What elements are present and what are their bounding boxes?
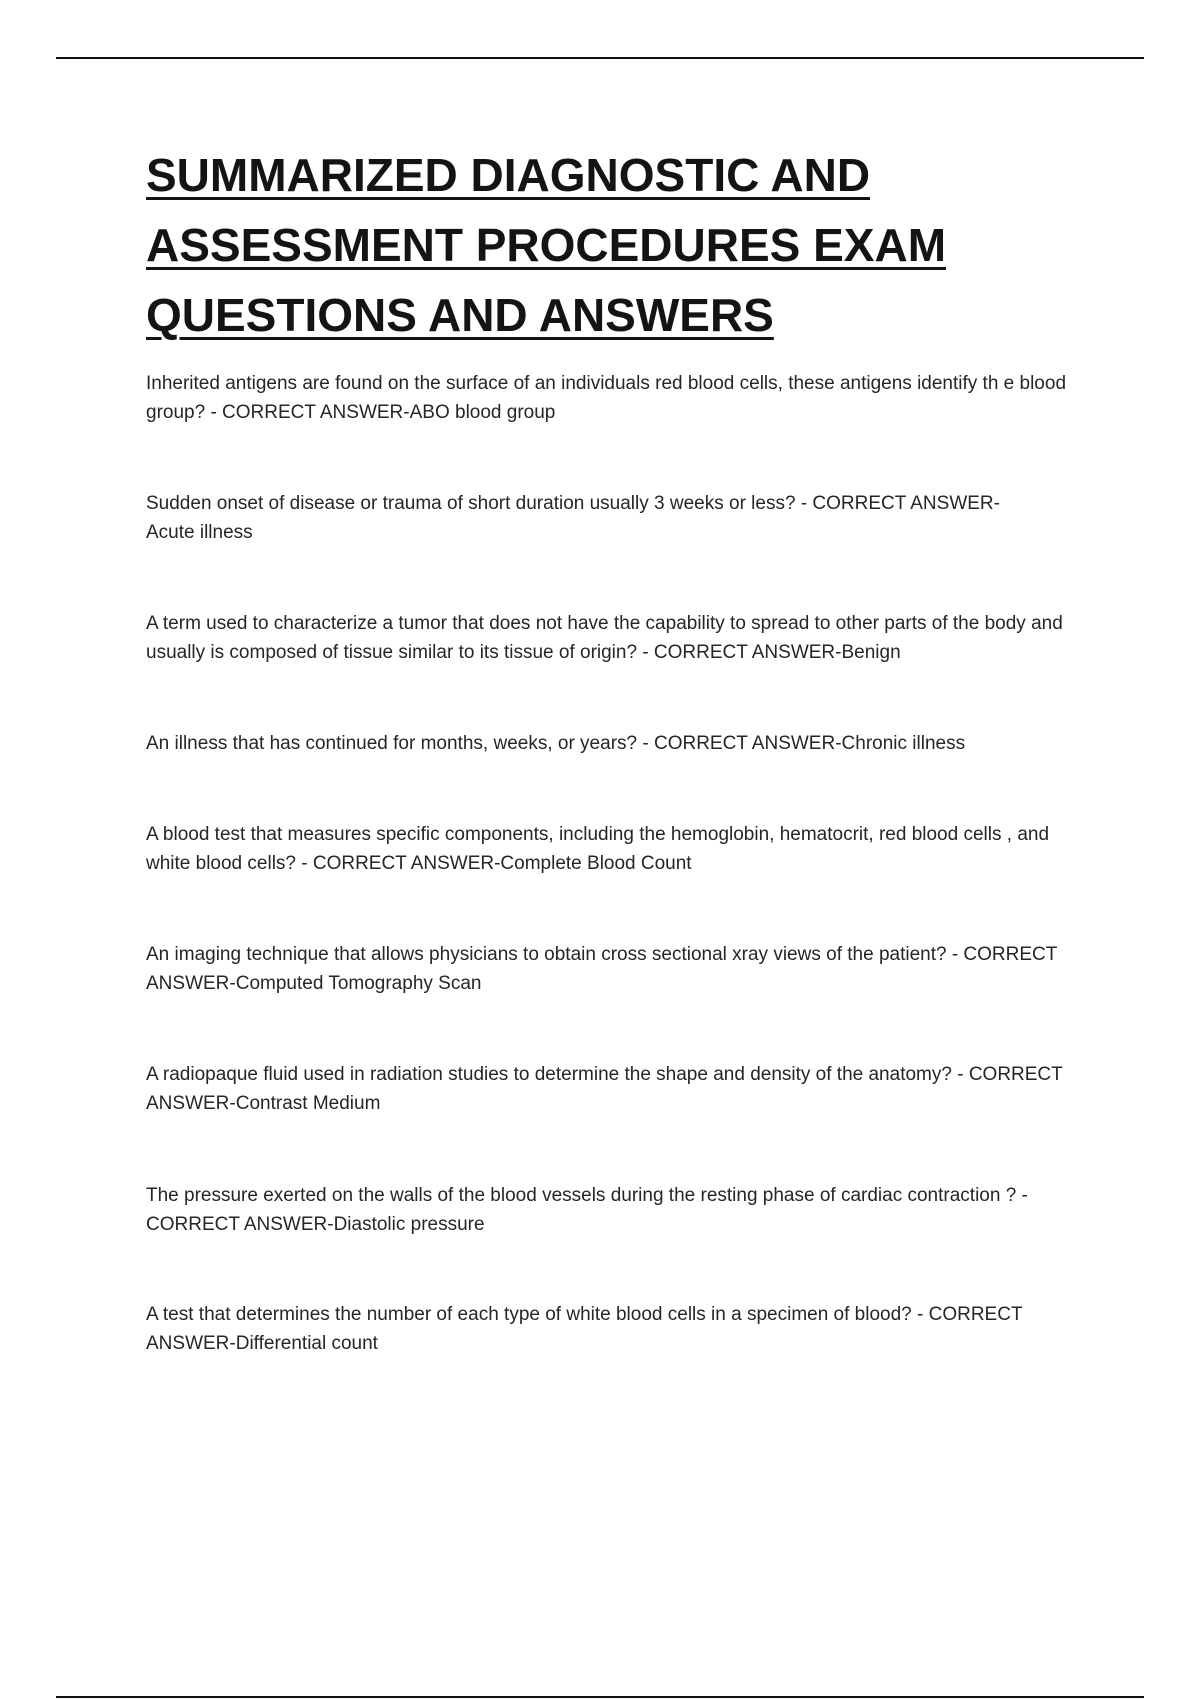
qa-item-abo-blood-group xyxy=(146,369,1096,427)
answer-text: Chronic illness xyxy=(841,733,966,754)
answer-text: Diastolic pressure xyxy=(333,1214,485,1235)
answer-text: Computed Tomography Scan xyxy=(235,973,482,994)
qa-item-contrast-medium xyxy=(146,1060,1096,1118)
answer-text: Acute illness xyxy=(146,522,253,543)
question-text: The pressure exerted on the walls of the blood vessels during the resting phase of cardiac contraction ? - CORRECT ANSWER- xyxy=(146,1185,1028,1235)
answer-text: Complete Blood Count xyxy=(500,853,692,874)
answer-text: Contrast Medium xyxy=(235,1093,381,1114)
qa-item-complete-blood-count xyxy=(146,820,1096,878)
question-text: Inherited antigens are found on the surface of an individuals red blood cells, these antigens identify th e blood group? - CORRECT ANSWER- xyxy=(146,373,1067,423)
answer-text: ABO blood group xyxy=(409,402,556,423)
question-text: A test that determines the number of each type of white blood cells in a specimen of blood? - CORRECT ANSWER- xyxy=(146,1304,1023,1354)
question-text: A blood test that measures specific components, including the hemoglobin, hematocrit, red blood cells , and white blood cells? - CORRECT ANSWER- xyxy=(146,824,1050,874)
qa-item-diastolic-pressure xyxy=(146,1181,1096,1239)
qa-item-computed-tomography xyxy=(146,940,1096,998)
answer-text: Benign xyxy=(841,642,901,663)
top-rule xyxy=(56,57,1144,59)
qa-item-chronic-illness xyxy=(146,729,1096,758)
question-text: An illness that has continued for months, weeks, or years? - CORRECT ANSWER- xyxy=(146,733,842,754)
question-text: An imaging technique that allows physicians to obtain cross sectional xray views of the patient? - CORRECT ANSWER- xyxy=(146,944,1058,994)
bottom-rule xyxy=(56,1696,1144,1698)
qa-item-acute-illness xyxy=(146,489,1096,547)
qa-item-differential-count xyxy=(146,1300,1096,1358)
title-line-2: ASSESSMENT PROCEDURES EXAM xyxy=(146,219,947,271)
question-text: Sudden onset of disease or trauma of short duration usually 3 weeks or less? - CORRECT ANSWER- xyxy=(146,493,1000,514)
question-text: A term used to characterize a tumor that does not have the capability to spread to other parts of the body and usually is composed of tissue similar to its tissue of origin? - CORRECT ANSWER- xyxy=(146,613,1063,663)
title-line-1: SUMMARIZED DIAGNOSTIC AND xyxy=(146,149,871,201)
title-line-3: QUESTIONS AND ANSWERS xyxy=(146,289,774,341)
answer-text: Differential count xyxy=(235,1333,378,1354)
question-text: A radiopaque fluid used in radiation studies to determine the shape and density of the anatomy? - CORRECT ANSWER- xyxy=(146,1064,1063,1114)
document-title xyxy=(146,140,1126,350)
qa-item-benign xyxy=(146,609,1096,667)
